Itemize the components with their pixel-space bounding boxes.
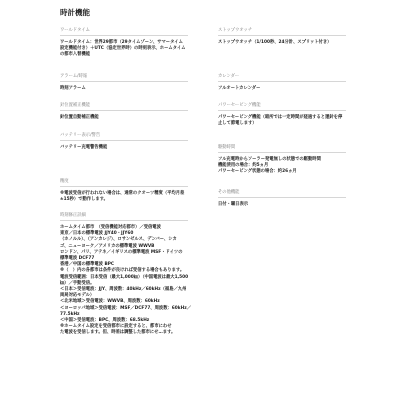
section-divider: [60, 220, 188, 221]
value-line: ゴ、ニューヨーク／アメリカの標準電波 WWVB: [60, 243, 155, 249]
value-line: フルオートカレンダー: [218, 86, 261, 91]
spec-section-calendar: [218, 74, 346, 103]
section-divider: [218, 197, 346, 198]
value-line: 東京／日本の標準電波 JJY40・JJY60: [60, 231, 134, 237]
section-value: [218, 86, 346, 92]
value-line: 両局対応モデル）: [60, 293, 95, 299]
section-label: パワーセービング機能: [218, 103, 261, 108]
section-value: [218, 115, 346, 127]
value-line: 香港／中国の標準電波 BPC: [60, 262, 115, 268]
page-title: 時計機能: [60, 8, 90, 17]
spec-section-battery: [60, 133, 188, 179]
section-label: 駆動時間: [218, 145, 236, 150]
section-label: アラーム/時報: [60, 74, 88, 79]
value-line: ＜日本＞受信電波：JJY、周波数：40kHz／60kHz（福島／九州: [60, 287, 187, 293]
value-line: （ホノルル）、（アンカレジ）、ロサンゼルス、デンバー、シカ: [60, 237, 177, 243]
value-line: ロンドン、パリ、アテネ／イギリスの標準電波 MSF・ドイツの: [60, 249, 183, 255]
value-line: ＜北米地域＞受信電波：WWVB、周波数：60kHz: [60, 299, 160, 305]
value-line: ストップウオッチ（1/100秒、24分計、スプリット付き）: [218, 40, 332, 45]
section-value: [60, 191, 188, 203]
section-label: 針位置補正機能: [60, 103, 91, 108]
value-line: ※（ ）内の各都市は条件が良ければ受信する場合もあります。: [60, 268, 185, 274]
value-line: パワーセービング機能（暗所では一定時間が経過すると運針を停: [218, 115, 343, 120]
value-line: ㎞）／手動受信。: [60, 280, 95, 286]
left-column: [60, 28, 192, 337]
value-line: ＜ヨーロッパ地域＞受信電波：MSF／DCF77、周波数：60kHz／: [60, 305, 192, 311]
section-label: その他機能: [218, 190, 240, 195]
value-line: た電波を受信します。但、時差は調整した都市にせ…ます。: [60, 330, 176, 336]
value-line: 機能使用の場合：約5ヵ月: [218, 163, 269, 169]
value-line: 標準電波 DCF77: [60, 256, 95, 262]
section-label: 精度: [60, 179, 69, 184]
value-line: ＜中国＞受信電波：BPC、周波数：68.5kHz: [60, 318, 150, 324]
section-value: [60, 40, 188, 59]
spec-section-alarm: [60, 74, 188, 103]
value-line: ±15秒）で動作します。: [60, 197, 108, 203]
value-line: パワーセービング状態の場合：約26ヵ月: [218, 169, 297, 175]
value-line: ※ホームタイム設定を受信都市に設定すると、都市にわせ: [60, 324, 172, 330]
value-line: 止して節電します）: [218, 121, 257, 127]
value-line: 時刻アラーム: [60, 86, 86, 91]
section-value: [60, 145, 188, 151]
value-line: 電波受信範囲：日本受信（最大1,000㎞）（中国電波は最大1,500: [60, 274, 189, 280]
value-line: の都市入替機能: [60, 52, 91, 58]
section-value: [60, 115, 188, 121]
section-label: ワールドタイム: [60, 28, 90, 33]
spec-section-world-time: [60, 28, 188, 74]
section-value: [218, 157, 346, 176]
section-divider: [60, 186, 188, 187]
section-divider: [218, 35, 346, 36]
value-line: ワールドタイム：世界29都市（29タイムゾーン、サマータイム: [60, 40, 183, 45]
spec-section-accuracy: [60, 179, 188, 213]
section-label: 時刻修正詳細: [60, 213, 86, 218]
value-line: ※電波受信が行われない場合は、通常のクオーツ精度（平均月差: [60, 191, 185, 196]
spec-section-run-time: [218, 145, 346, 190]
section-value: [218, 202, 346, 208]
value-line: 77.5kHz: [60, 311, 80, 317]
value-line: 設定機能付き）＋UTC（協定世界時）の時刻表示、ホームタイム: [60, 46, 186, 52]
section-divider: [60, 81, 188, 82]
section-value: [218, 40, 346, 46]
spec-section-stopwatch: [218, 28, 346, 74]
value-line: 針位置自動補正機能: [60, 115, 99, 120]
spec-section-power-saving: [218, 103, 346, 145]
section-divider: [218, 110, 346, 111]
section-value: [60, 86, 188, 92]
section-divider: [60, 140, 188, 141]
section-divider: [218, 152, 346, 153]
section-label: ストップウオッチ: [218, 28, 253, 33]
section-label: カレンダー: [218, 74, 240, 79]
section-value: [60, 225, 192, 337]
value-line: ホームタイム都市 （受信機能対応都市）／受信電波: [60, 225, 161, 230]
spec-section-time-correction: [60, 213, 192, 337]
value-line: フル充電時からソーラー発電無しの状態での駆動時間: [218, 157, 321, 162]
section-divider: [218, 81, 346, 82]
section-divider: [60, 35, 188, 36]
value-line: 日付・曜日表示: [218, 202, 249, 207]
value-line: バッテリー充電警告機能: [60, 145, 108, 150]
spec-section-hand-correction: [60, 103, 188, 133]
section-divider: [60, 110, 188, 111]
spec-section-other: [218, 190, 346, 208]
right-column: [218, 28, 346, 208]
section-label: バッテリー表示/警告: [60, 133, 101, 138]
